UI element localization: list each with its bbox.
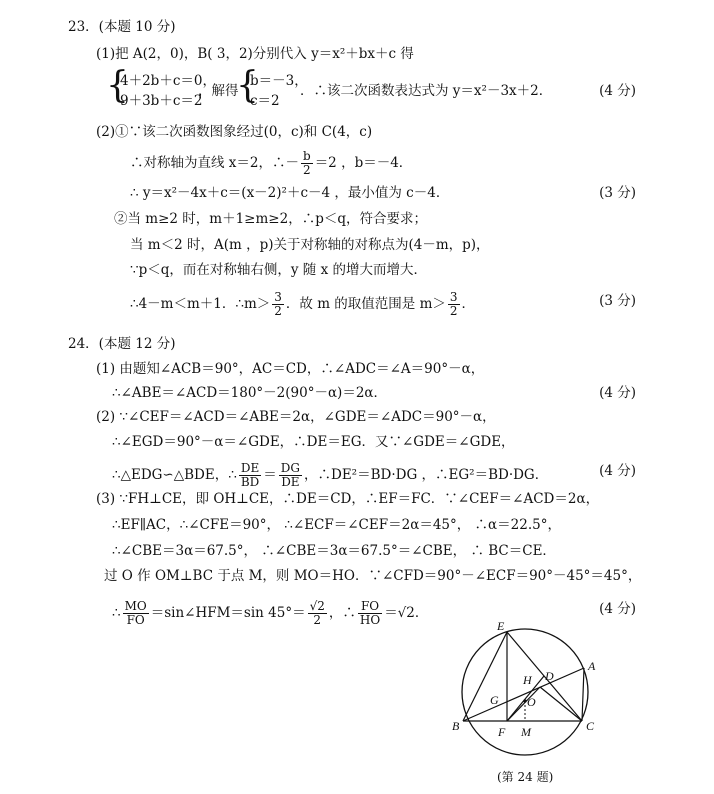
q23-part2-line2	[130, 150, 412, 177]
q24-part3-line2: ∴EF∥AC，∴∠CFE＝90°， ∴∠ECF＝∠CEF＝2α＝45°， ∴α＝22.5°，	[112, 517, 561, 533]
text: ＝2 ，b＝－4．	[314, 155, 413, 171]
q24-part3-line3: ∴∠CBE＝3α＝67.5°， ∴∠CBE＝3α＝67.5°＝∠CBE， ∴ BC＝CE．	[112, 543, 556, 559]
denominator: 2	[313, 613, 322, 627]
denominator: FO	[126, 613, 145, 627]
text: ∴4－m＜m＋1．∴m＞	[130, 296, 271, 312]
fraction-de-over-bd	[239, 462, 261, 489]
denominator: HO	[359, 613, 381, 627]
q24-part3-line5	[112, 600, 428, 627]
q24-part1-points: (4 分)	[599, 385, 636, 401]
fraction-root2-over-2	[308, 600, 327, 627]
geometry-figure	[448, 620, 608, 760]
q23-system-eq1: 4＋2b＋c＝0，	[120, 73, 216, 89]
q24-part2-line1: (2) ∵∠CEF＝∠ACD＝∠ABE＝2α，∠GDE＝∠ADC＝90°－α，	[96, 409, 496, 425]
numerator: DG	[280, 461, 300, 475]
label-o: O	[527, 695, 536, 709]
fraction-mo-over-fo	[123, 600, 149, 627]
numerator: DE	[239, 462, 261, 476]
denominator: 2	[274, 304, 282, 318]
q24-part2-points: (4 分)	[599, 463, 636, 479]
q24-part2-line2: ∴∠EGD＝90°－α＝∠GDE，∴DE＝EG．又∵∠GDE＝∠GDE，	[112, 434, 515, 450]
q23-part1-points: (4 分)	[599, 83, 636, 99]
numerator: b	[303, 149, 311, 163]
fraction-3-over-2	[448, 291, 460, 318]
label-h: H	[523, 673, 532, 687]
q23-solution-b: b＝－3，	[250, 73, 308, 89]
segment-be	[463, 632, 507, 721]
denominator: BD	[240, 475, 260, 489]
q23-part2-line3: ∴ y＝x²－4x＋c＝(x－2)²＋c－4 ，最小值为 c－4．	[130, 185, 450, 201]
q24-part3-points: (4 分)	[599, 601, 636, 617]
numerator: 3	[274, 290, 282, 304]
text: ∴对称轴为直线 x＝2，∴－	[130, 155, 299, 171]
q24-header: 24．(本题 12 分)	[68, 336, 176, 352]
denominator: 2	[303, 163, 311, 177]
left-brace: {	[106, 65, 129, 106]
q23-part1-conclusion: ．∴该二次函数表达式为 y＝x²－3x＋2．	[300, 83, 553, 99]
q23-part2-line6: ∵p＜q，而在对称轴右侧，y 随 x 的增大而增大．	[130, 262, 427, 278]
text: ＝sin∠HFM＝sin 45°＝	[150, 605, 306, 621]
q23-part2-line5: 当 m＜2 时，A(m ，p)关于对称轴的对称点为(4－m，p)，	[130, 237, 490, 253]
label-a: A	[588, 659, 596, 673]
q23-solve-word: ，解得	[198, 83, 239, 99]
q24-part3-line4: 过 O 作 OM⊥BC 于点 M，则 MO＝HO．∵∠CFD＝90°－∠ECF＝90°－45°＝45°，	[104, 568, 642, 584]
q24-part3-line1: (3) ∵FH⊥CE，即 OH⊥CE，∴DE＝CD，∴EF＝FC．∵∠CEF＝∠ACD＝2α，	[96, 491, 600, 507]
q23-part2-line4: ②当 m≥2 时，m＋1≥m≥2，∴p＜q，符合要求；	[114, 211, 427, 227]
text: ＝	[263, 467, 277, 483]
q23-part1-line1: (1)把 A(2，0)，B( 3，2)分别代入 y＝x²＋bx＋c 得	[96, 46, 414, 62]
text: ，∴	[328, 605, 356, 621]
text: ．	[461, 296, 476, 312]
q23-header: 23．(本题 10 分)	[68, 19, 176, 35]
q24-part2-line3	[112, 462, 548, 489]
figure-caption: (第 24 题)	[497, 770, 554, 784]
label-g: G	[490, 693, 499, 707]
label-f: F	[498, 725, 506, 739]
numerator: MO	[124, 599, 147, 613]
numerator: 3	[449, 290, 458, 304]
label-m: M	[521, 725, 531, 739]
label-b: B	[452, 719, 460, 733]
fraction-3-over-2	[272, 291, 284, 318]
fraction-dg-over-de	[279, 462, 302, 489]
denominator: DE	[281, 475, 300, 489]
segment-cd	[540, 687, 582, 721]
label-c: C	[586, 719, 595, 733]
numerator: FO	[358, 600, 382, 614]
q24-part1-line2: ∴∠ABE＝∠ACD＝180°－2(90°－α)＝2α．	[112, 385, 388, 401]
q23-solution-c: c＝2	[250, 93, 280, 109]
text: ＝√2．	[384, 605, 429, 621]
q23-part2-line7	[130, 291, 475, 318]
numerator: √2	[309, 599, 325, 613]
q24-part1-line1: (1) 由题知∠ACB＝90°，AC＝CD，∴∠ADC＝∠A＝90°－α，	[96, 361, 485, 377]
fraction-b-over-2	[301, 150, 313, 177]
left-brace: {	[236, 65, 259, 106]
fraction-fo-over-ho	[358, 600, 382, 627]
denominator: 2	[449, 304, 458, 318]
q23-part2-points2: (3 分)	[599, 293, 636, 309]
label-e: E	[497, 620, 505, 633]
text: ∴	[112, 605, 121, 621]
text: ∴△EDG∽△BDE，∴	[112, 467, 237, 483]
label-d: D	[545, 669, 554, 683]
text: ．故 m 的取值范围是 m＞	[285, 296, 446, 312]
q23-part2-line1: (2)①∵该二次函数图象经过(0，c)和 C(4，c)	[96, 124, 373, 140]
text: ，∴DE²＝BD·DG ，∴EG²＝BD·DG．	[304, 467, 549, 483]
q23-system-eq2: 9＋3b＋c＝2	[120, 93, 203, 109]
q23-part2-points1: (3 分)	[599, 185, 636, 201]
